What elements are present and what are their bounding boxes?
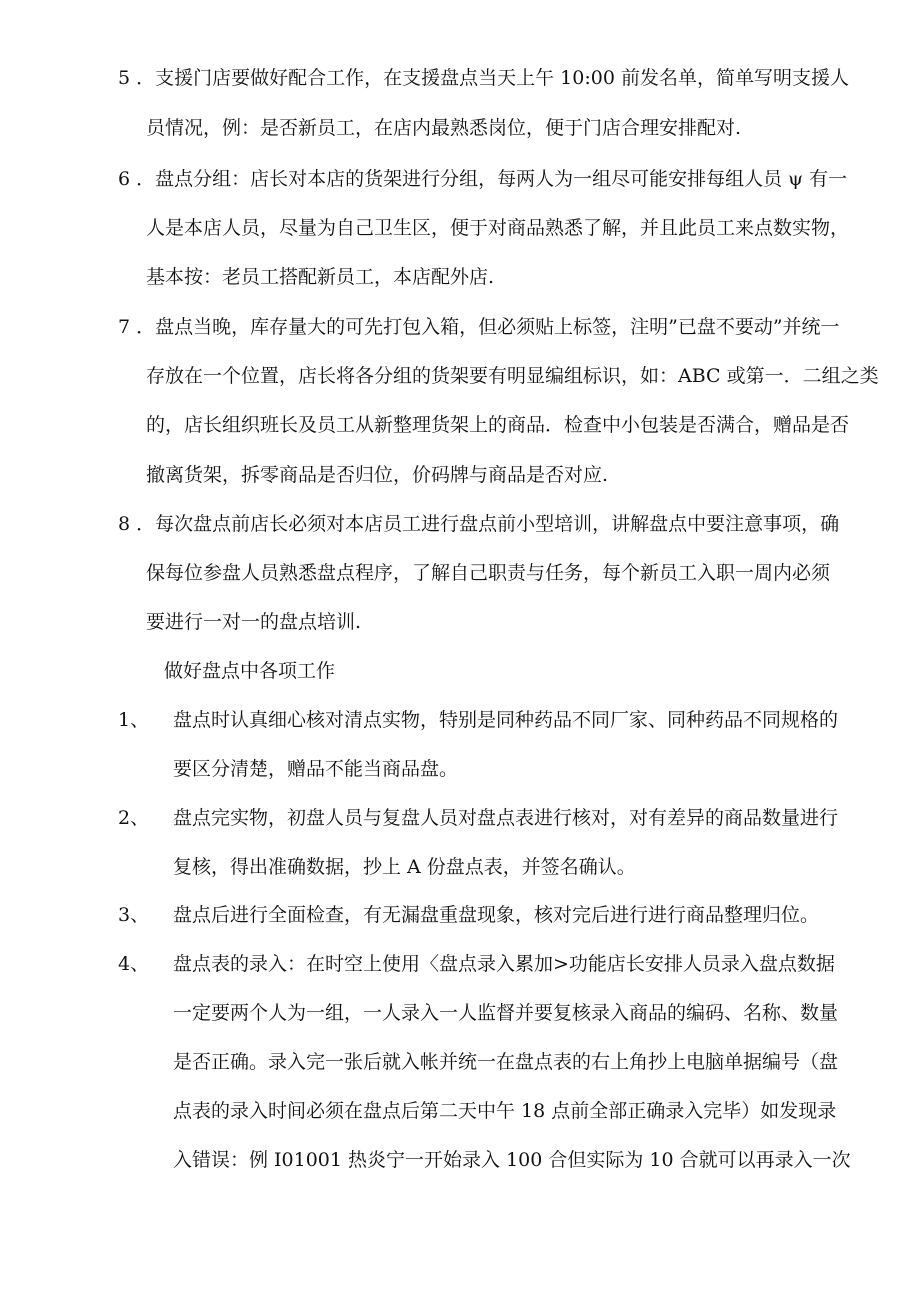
item-text: ．盘点分组：店长对本店的货架进行分组，每两人为一组尽可能安排每组人员 ψ 有一 <box>130 168 848 190</box>
item-number: 7 <box>118 316 131 338</box>
section-4-line-4: 点表的录入时间必须在盘点后第二天中午 18 点前全部正确录入完毕）如发现录 <box>173 1100 837 1122</box>
item-6-line-2: 人是本店人员，尽量为自己卫生区，便于对商品熟悉了解，并且此员工来点数实物， <box>146 217 850 239</box>
section-number: 4、 <box>118 953 150 975</box>
item-number: 6 <box>118 168 131 190</box>
section-number: 3、 <box>118 904 150 926</box>
item-8-line-3: 要进行一对一的盘点培训. <box>146 611 362 633</box>
section-text: 盘点时认真细心核对清点实物，特别是同种药品不同厂家、同种药品不同规格的 <box>173 709 839 731</box>
section-number: 1、 <box>118 709 150 731</box>
section-text: 盘点表的录入：在时空上使用〈盘点录入累加>功能店长安排人员录入盘点数据 <box>173 953 835 975</box>
item-5-line-1 <box>118 66 849 90</box>
section-4-line-5: 入错误：例 I01001 热炎宁一开始录入 100 合但实际为 10 合就可以再录入一次 <box>173 1149 851 1171</box>
section-number: 2、 <box>118 807 150 829</box>
item-text: ．盘点当晚，库存量大的可先打包入箱，但必须贴上标签，注明”已盘不要动”并统一 <box>130 316 840 338</box>
item-7-line-4: 撤离货架，拆零商品是否归位，价码牌与商品是否对应. <box>146 464 609 486</box>
section-1-line-2: 要区分清楚，赠品不能当商品盘。 <box>173 758 459 780</box>
section-text: 盘点后进行全面检查，有无漏盘重盘现象，核对完后进行进行商品整理归位。 <box>173 904 820 926</box>
section-2-line-2: 复核，得出准确数据，抄上 A 份盘点表，并签名确认。 <box>173 856 636 878</box>
item-number: 8 <box>118 513 131 535</box>
item-5-line-2: 员情况，例：是否新员工，在店内最熟悉岗位，便于门店合理安排配对. <box>146 117 742 139</box>
section-text: 盘点完实物，初盘人员与复盘人员对盘点表进行核对，对有差异的商品数量进行 <box>173 807 839 829</box>
item-7-line-2: 存放在一个位置，店长将各分组的货架要有明显编组标识，如：ABC 或第一．二组之类 <box>146 365 879 387</box>
item-6-line-3: 基本按：老员工搭配新员工，本店配外店. <box>146 266 495 288</box>
item-8-line-1 <box>118 512 839 536</box>
item-text: ．每次盘点前店长必须对本店员工进行盘点前小型培训，讲解盘点中要注意事项，确 <box>130 513 840 535</box>
section-4-line-2: 一定要两个人为一组，一人录入一人监督并要复核录入商品的编码、名称、数量 <box>173 1002 839 1024</box>
item-number: 5 <box>118 67 131 89</box>
item-7-line-1 <box>118 315 840 339</box>
section-heading: 做好盘点中各项工作 <box>164 660 336 682</box>
item-8-line-2: 保每位参盘人员熟悉盘点程序，了解自己职责与任务，每个新员工入职一周内必须 <box>146 562 831 584</box>
item-6-line-1 <box>118 167 847 191</box>
item-text: ．支援门店要做好配合工作，在支援盘点当天上午 10:00 前发名单，简单写明支援人 <box>130 67 849 89</box>
section-4-line-3: 是否正确。录入完一张后就入帐并统一在盘点表的右上角抄上电脑单据编号（盘 <box>173 1051 839 1073</box>
item-7-line-3: 的，店长组织班长及员工从新整理货架上的商品．检查中小包装是否满合，赠品是否 <box>146 414 850 436</box>
